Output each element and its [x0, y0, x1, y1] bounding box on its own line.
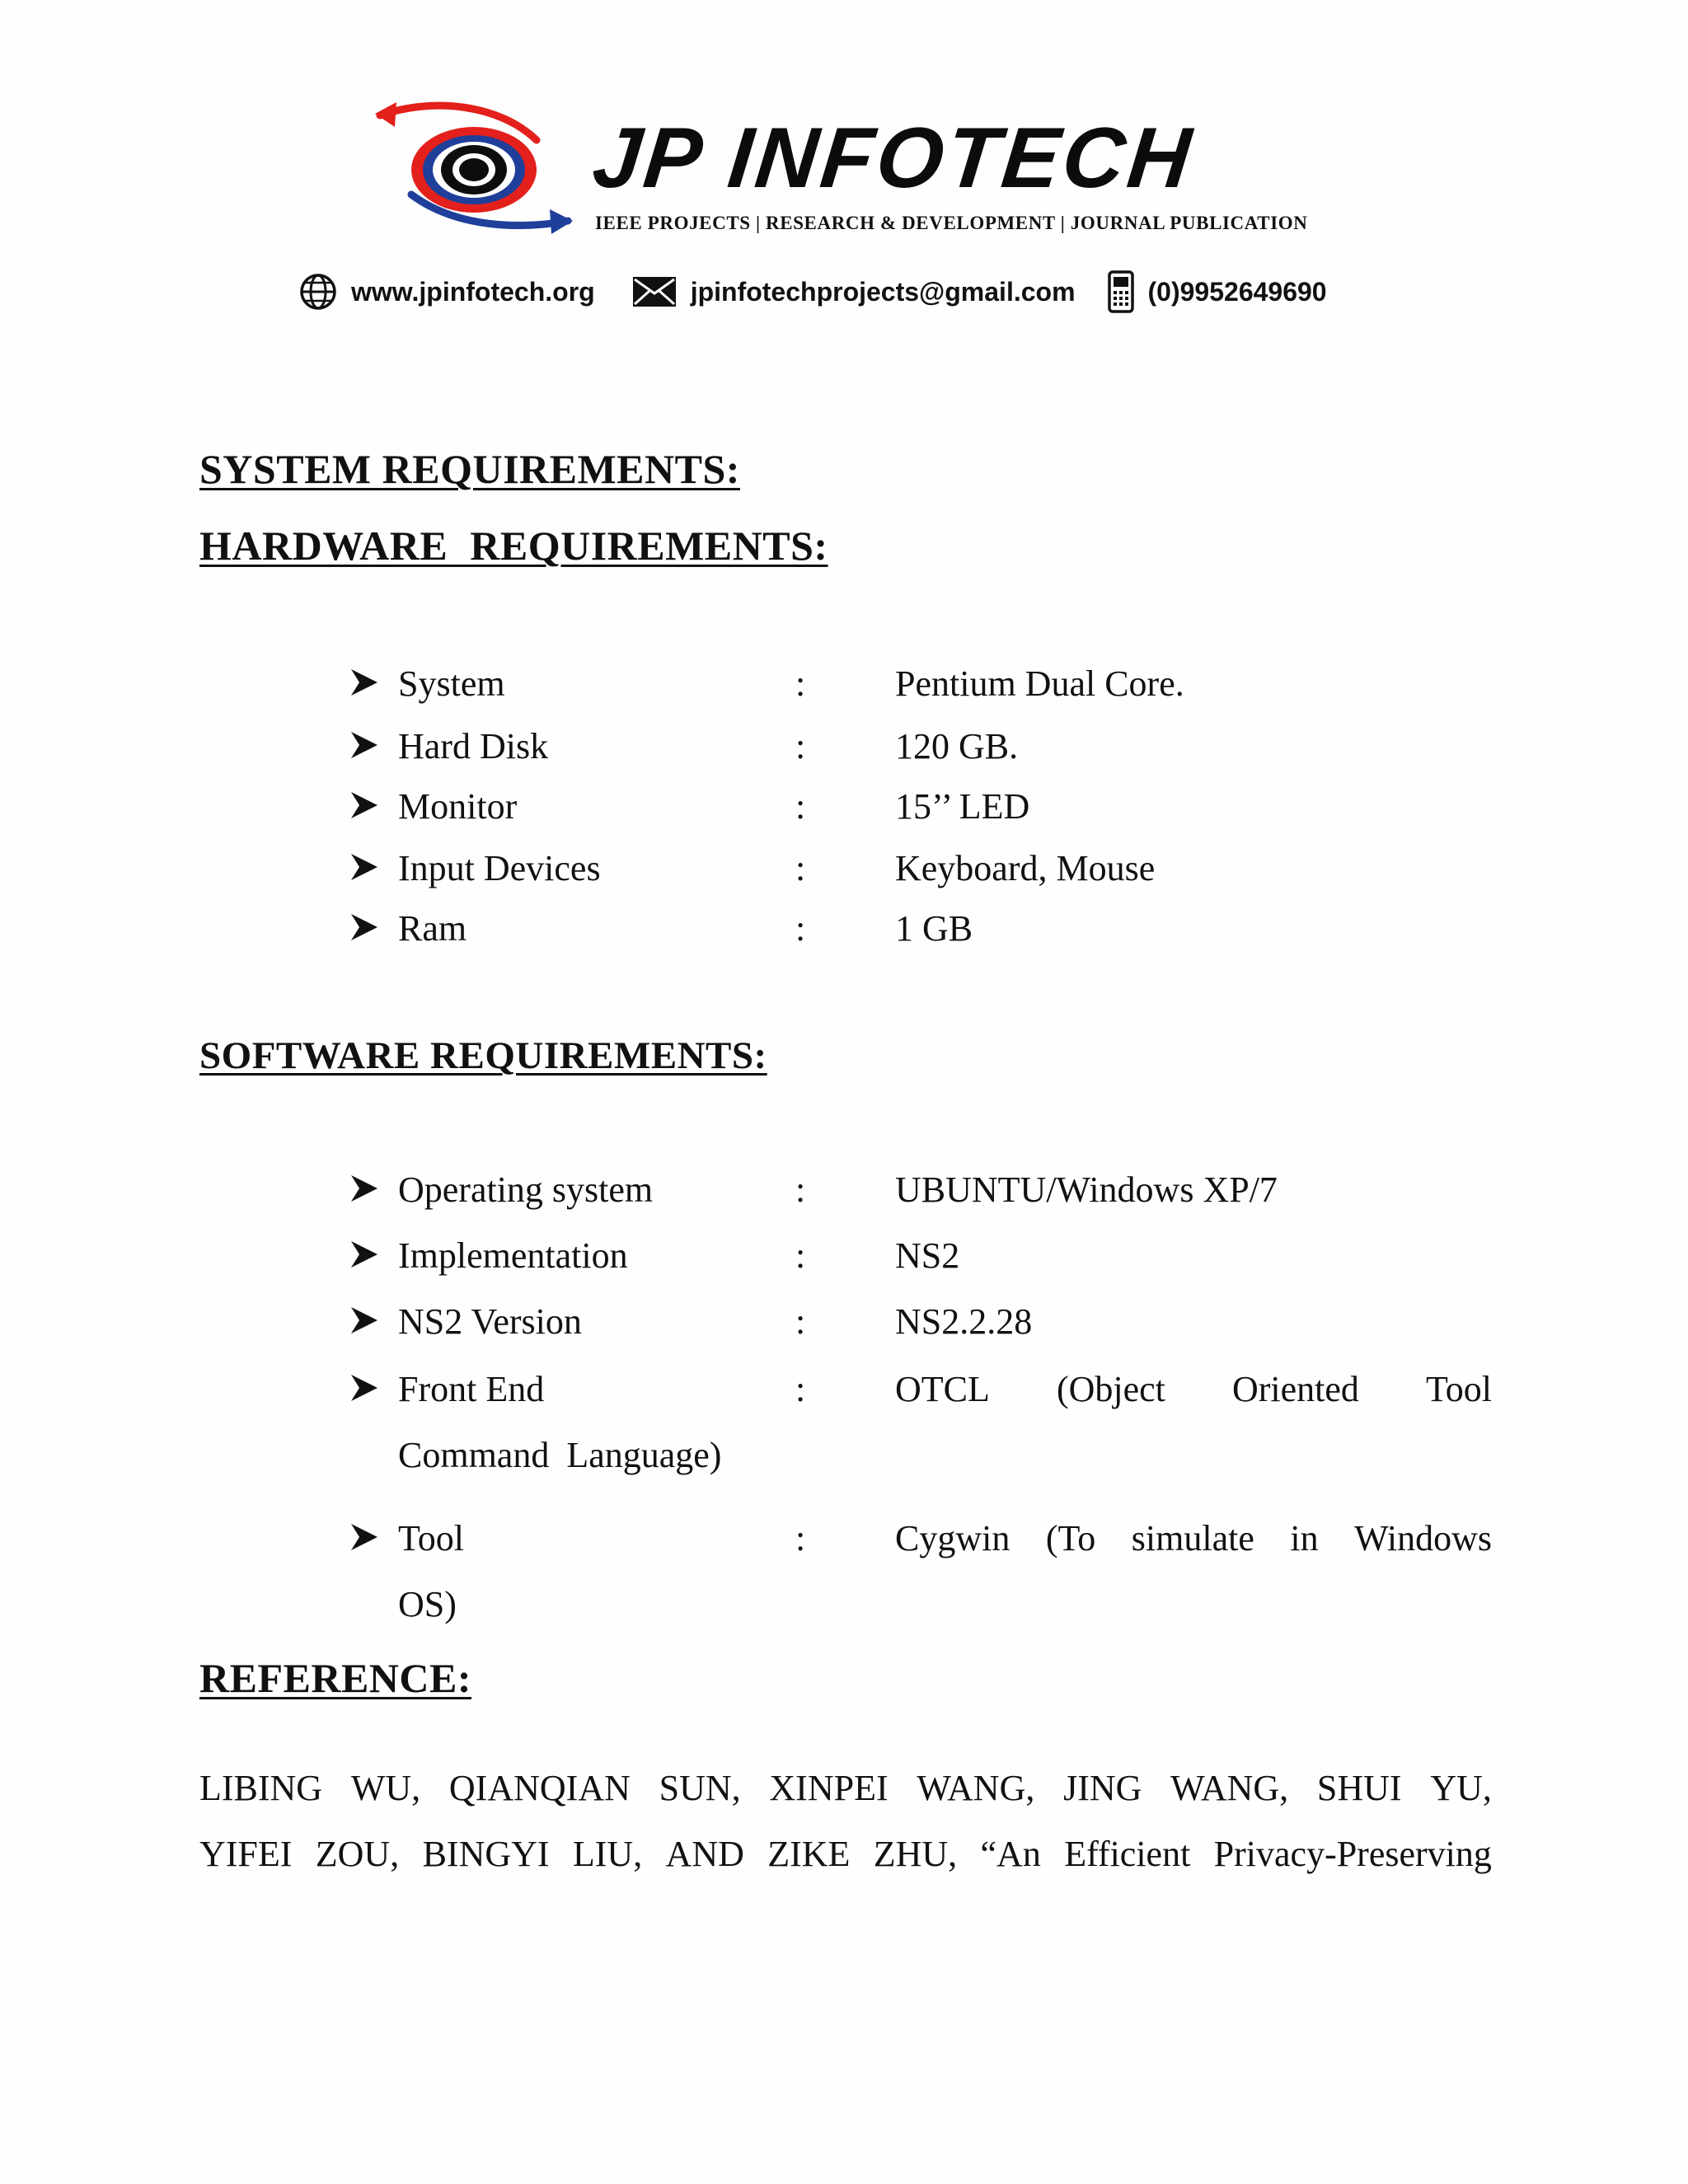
- item-label: System: [398, 663, 505, 704]
- hardware-requirements-heading: HARDWARE REQUIREMENTS:: [199, 523, 828, 569]
- ref-word: ZHU,: [873, 1834, 958, 1874]
- value-word: simulate: [1131, 1518, 1254, 1558]
- arrow-bullet-icon: [349, 1238, 379, 1271]
- value-word: (Object: [1056, 1369, 1165, 1409]
- system-requirements-heading: SYSTEM REQUIREMENTS:: [199, 446, 740, 492]
- ref-word: ZOU,: [315, 1834, 400, 1874]
- item-separator: :: [795, 1301, 806, 1342]
- item-label: Input Devices: [398, 848, 601, 888]
- globe-icon: [298, 272, 338, 312]
- value-word: Oriented: [1231, 1369, 1359, 1409]
- item-separator: :: [795, 786, 806, 827]
- item-label: Monitor: [398, 786, 518, 827]
- item-separator: :: [795, 1235, 806, 1276]
- item-value: Keyboard, Mouse: [895, 848, 1156, 888]
- item-value: NS2: [895, 1235, 960, 1276]
- item-label: Hard Disk: [398, 726, 549, 766]
- item-label: Operating system: [398, 1169, 654, 1210]
- ref-word: WANG,: [917, 1768, 1035, 1808]
- mobile-phone-icon: [1107, 270, 1135, 313]
- item-separator: :: [795, 1518, 806, 1558]
- ref-word: QIANQIAN: [448, 1768, 631, 1808]
- value-word: OTCL: [895, 1369, 990, 1409]
- ref-word: YIFEI: [199, 1834, 293, 1874]
- arrow-bullet-icon: [349, 729, 379, 762]
- ref-word: AND: [665, 1834, 744, 1874]
- item-label: Ram: [398, 908, 467, 949]
- brand-tagline: IEEE PROJECTS | RESEARCH & DEVELOPMENT | JOURNAL PUBLICATION: [595, 213, 1308, 233]
- ref-word: WU,: [350, 1768, 421, 1808]
- value-word: (To: [1045, 1518, 1096, 1558]
- item-value-continuation: OS): [398, 1584, 457, 1624]
- reference-text: [199, 1755, 1492, 1887]
- software-requirements-heading: SOFTWARE REQUIREMENTS:: [199, 1034, 767, 1077]
- reference-heading: REFERENCE:: [199, 1655, 472, 1701]
- item-label: Implementation: [398, 1235, 628, 1276]
- arrow-bullet-icon: [349, 1304, 379, 1337]
- ref-word: SUN,: [659, 1768, 741, 1808]
- contact-website: [298, 272, 595, 312]
- reference-line-2: [199, 1821, 1492, 1887]
- ref-word: Privacy-Preserving: [1213, 1834, 1492, 1874]
- ref-word: YU,: [1430, 1768, 1492, 1808]
- value-word: in: [1290, 1518, 1319, 1558]
- value-word: Cygwin: [895, 1518, 1010, 1558]
- item-value: [895, 1518, 1492, 1558]
- value-word: Tool: [1425, 1369, 1492, 1409]
- contact-phone: [1107, 270, 1327, 313]
- email-text[interactable]: jpinfotechprojects@gmail.com: [690, 276, 1076, 307]
- item-separator: :: [795, 1369, 806, 1409]
- item-value: 120 GB.: [895, 726, 1019, 766]
- ref-word: Efficient: [1064, 1834, 1191, 1874]
- item-separator: :: [795, 726, 806, 766]
- arrow-bullet-icon: [349, 1172, 379, 1205]
- ref-word: XINPEI: [769, 1768, 889, 1808]
- contact-row: [298, 269, 1327, 314]
- arrow-bullet-icon: [349, 789, 379, 822]
- arrow-bullet-icon: [349, 911, 379, 944]
- item-separator: :: [795, 848, 806, 888]
- item-value-continuation: Command Language): [398, 1435, 722, 1475]
- item-separator: :: [795, 1169, 806, 1210]
- website-text[interactable]: www.jpinfotech.org: [351, 276, 595, 307]
- phone-text[interactable]: (0)9952649690: [1147, 276, 1327, 307]
- reference-line-1: [199, 1755, 1492, 1821]
- item-value: [895, 1371, 1492, 1408]
- item-value: Pentium Dual Core.: [895, 663, 1184, 704]
- ref-word: LIU,: [572, 1834, 643, 1874]
- letterhead: [0, 0, 1688, 346]
- contact-email: [631, 275, 1076, 308]
- brand-name: JP INFOTECH: [588, 110, 1198, 206]
- arrow-bullet-icon: [349, 1371, 379, 1404]
- item-separator: :: [795, 908, 806, 949]
- ref-word: WANG,: [1170, 1768, 1289, 1808]
- item-label: Front End: [398, 1369, 545, 1409]
- company-logo-icon: [375, 97, 573, 237]
- ref-word: “An: [980, 1834, 1041, 1874]
- ref-word: ZIKE: [767, 1834, 851, 1874]
- value-word: Windows: [1354, 1518, 1492, 1558]
- item-value: 1 GB: [895, 908, 973, 949]
- item-label: NS2 Version: [398, 1301, 582, 1342]
- ref-word: BINGYI: [422, 1834, 550, 1874]
- item-label: Tool: [398, 1518, 465, 1558]
- item-value: NS2.2.28: [895, 1301, 1033, 1342]
- item-value: UBUNTU/Windows XP/7: [895, 1169, 1278, 1210]
- ref-word: LIBING: [199, 1768, 323, 1808]
- envelope-icon: [631, 275, 678, 308]
- ref-word: JING: [1063, 1768, 1142, 1808]
- item-value: 15’’ LED: [895, 786, 1030, 827]
- arrow-bullet-icon: [349, 1521, 379, 1554]
- arrow-bullet-icon: [349, 851, 379, 883]
- arrow-bullet-icon: [349, 666, 379, 699]
- ref-word: SHUI: [1316, 1768, 1402, 1808]
- item-separator: :: [795, 663, 806, 704]
